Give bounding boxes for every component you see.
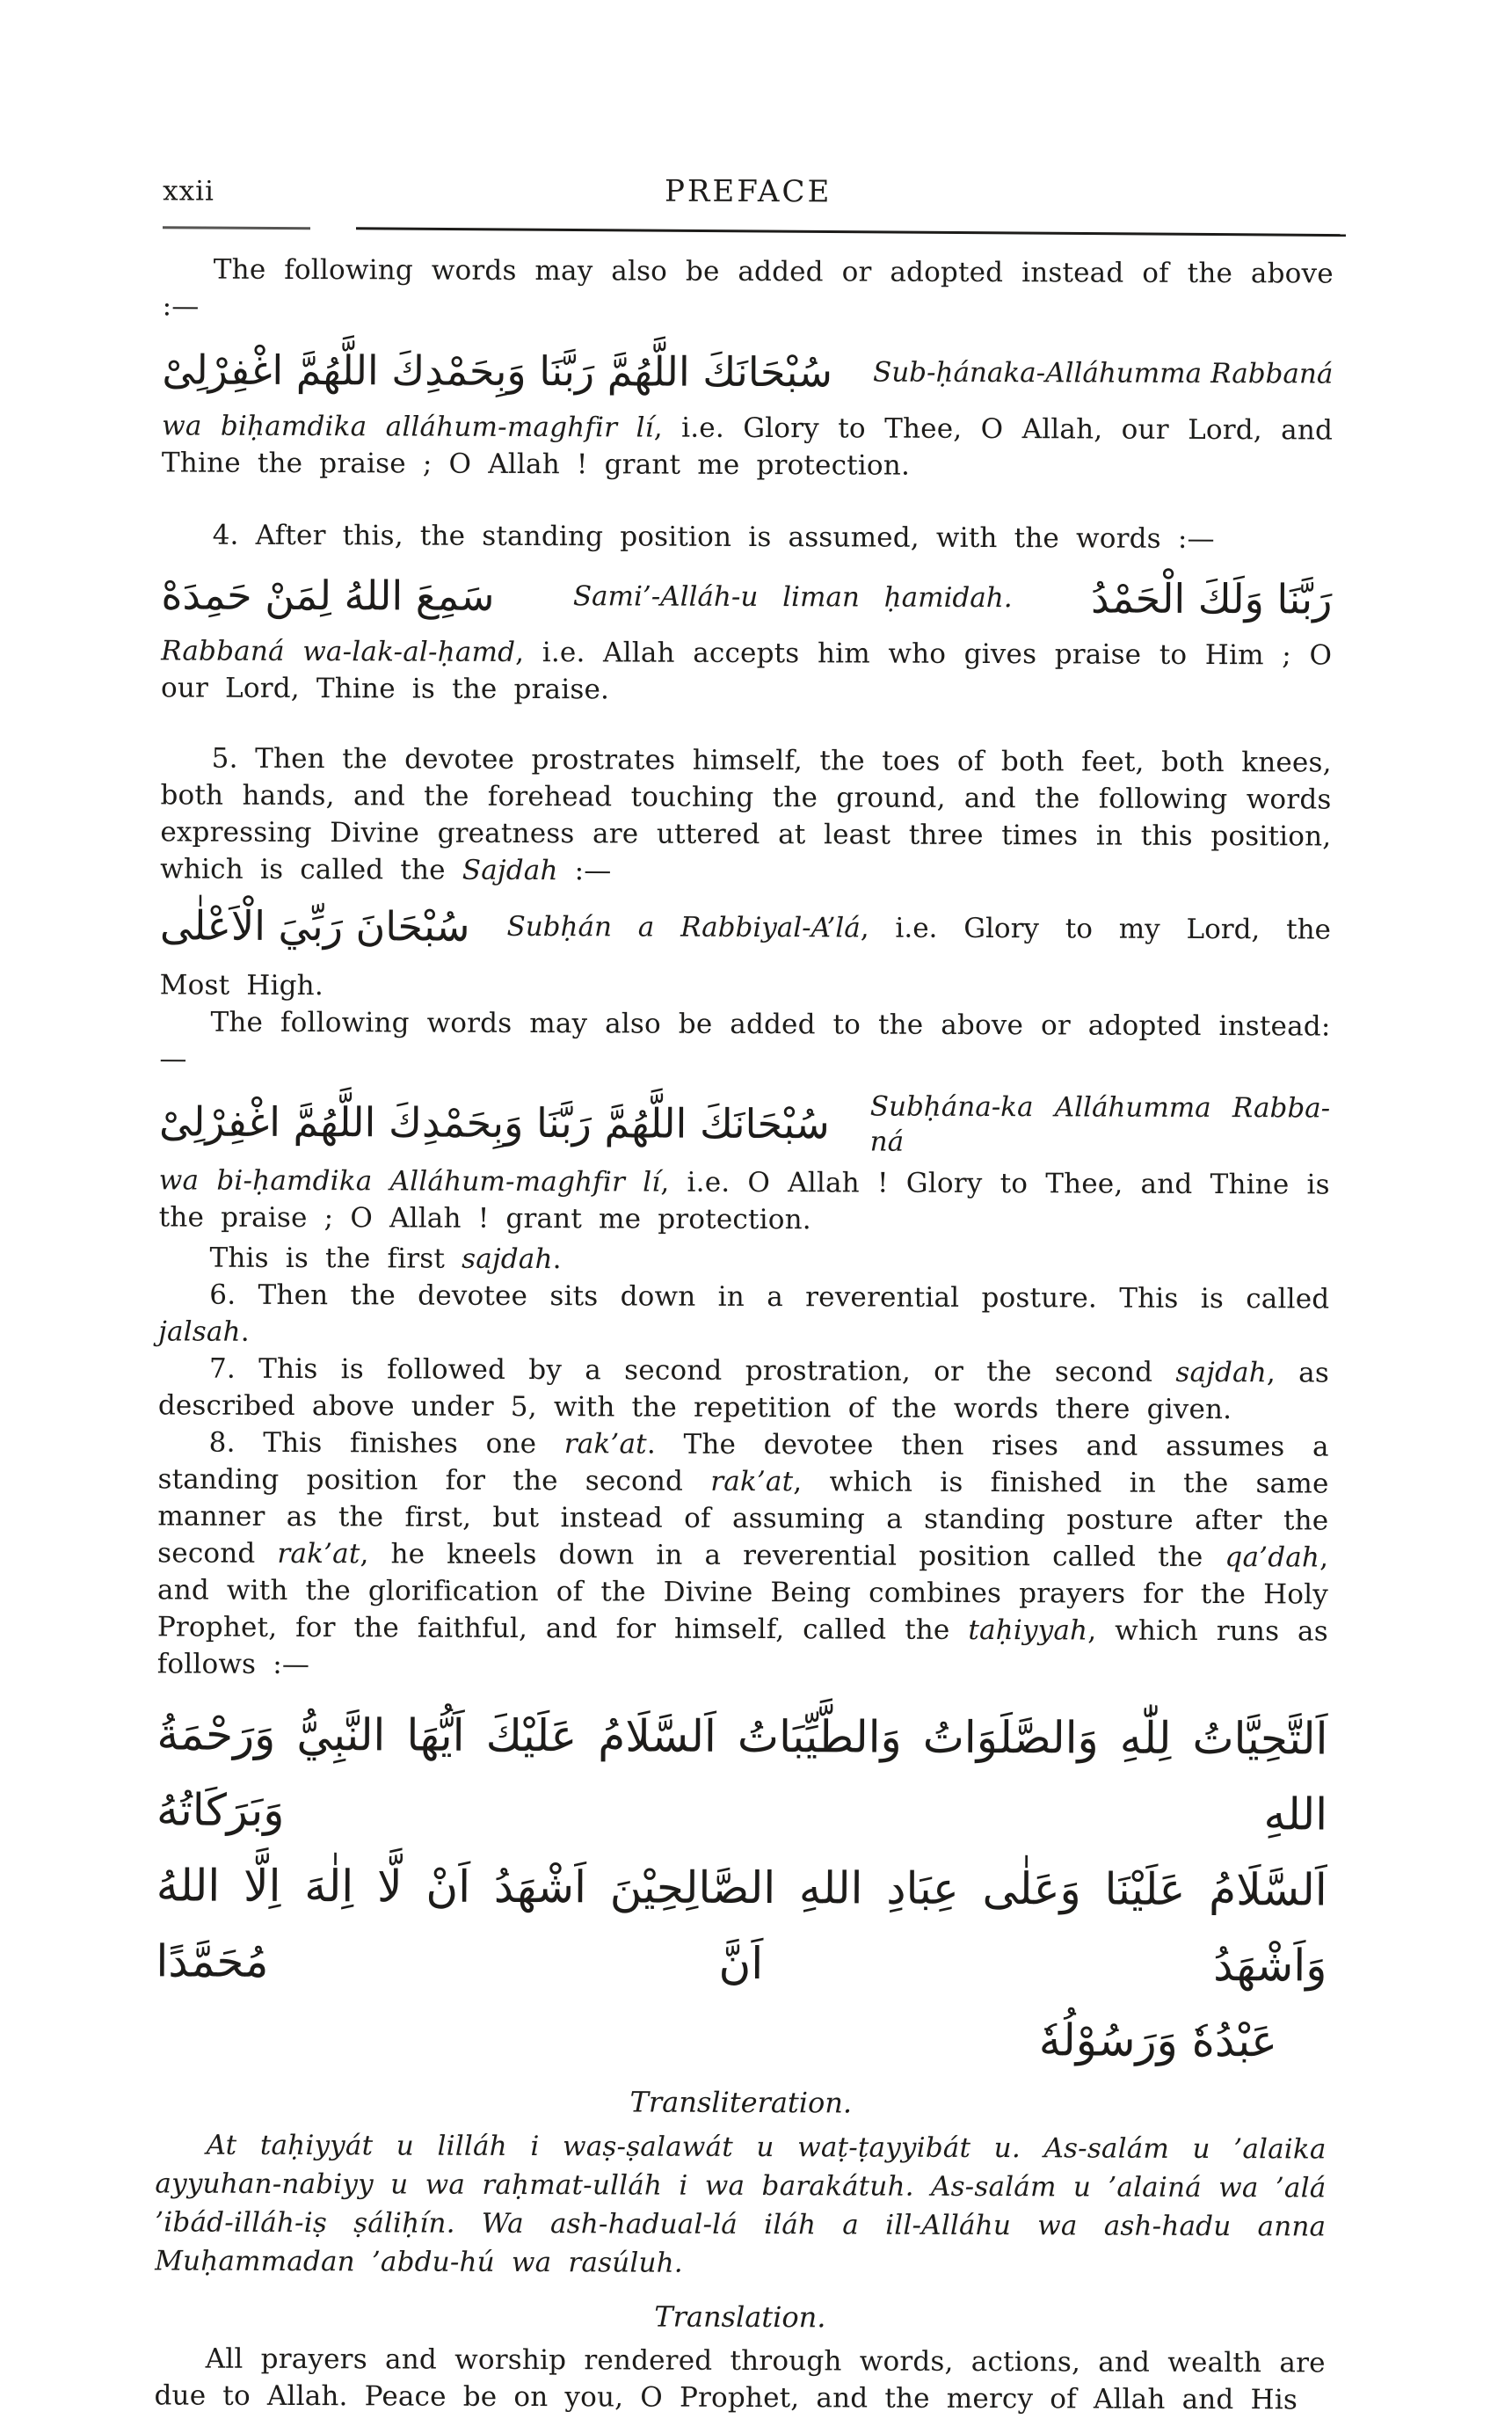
arabic-tahiyyat-line-1: اَلتَّحِيَّاتُ لِلّٰهِ وَالصَّلَوَاتُ وَالطَّيِّبَاتُ اَلسَّلَامُ عَلَيْكَ اَيُّهَا النَّبِيُّ وَرَحْمَةُ اللهِ وَبَرَكَاتُهُ <box>156 1696 1328 1852</box>
transliteration-heading: Transliteration. <box>156 2081 1327 2123</box>
arabic-text-right: رَبَّنَا وَلَكَ الْحَمْدُ <box>1091 565 1333 631</box>
paragraph-intro: The following words may also be added or adopted instead of the above :— <box>163 251 1334 329</box>
arabic-line-sami-allah <box>161 562 1332 631</box>
paragraph-item-7: 7. This is followed by a second prostration, or the second sajdah, as described above under 5, with the repetition of the words there given. <box>158 1350 1329 1428</box>
paragraph-first-sajdah: This is the first sajdah. <box>158 1239 1329 1280</box>
paragraph-rabbana-walak: Rabbaná wa-lak-al-ḥamd, i.e. Allah accepts him who gives praise to Him ; O our Lord, Thine is the praise. <box>161 632 1332 710</box>
arabic-line-subhanaka-2 <box>159 1086 1330 1161</box>
paragraph-item-4: 4. After this, the standing position is assumed, with the words :— <box>162 516 1333 557</box>
arabic-block-tahiyyat <box>156 1696 1328 2079</box>
paragraph-item-5: 5. Then the devotee prostrates himself, the toes of both feet, both knees, both hands, and the forehead touching the ground, and the following words expressing Divine greatness are uttered at least three times in this position, which is called the Sajdah :— <box>160 740 1332 892</box>
arabic-tahiyyat-line-2: اَلسَّلَامُ عَلَيْنَا وَعَلٰى عِبَادِ اللهِ الصَّالِحِيْنَ اَشْهَدُ اَنْ لَّا اِلٰهَ اِلَّا اللهُ وَاَشْهَدُ اَنَّ مُحَمَّدًا <box>156 1847 1327 2003</box>
paragraph-most-high: Most High. <box>160 966 1331 1008</box>
arabic-tahiyyat-line-3: عَبْدُهٗ وَرَسُوْلُهٗ <box>156 1999 1327 2079</box>
transliteration-paragraph: At taḥiyyát u lilláh i waṣ-ṣalawát u waṭ-ṭayyibát u. As-salám u ’alaika ayyuhan-nabiyy u wa raḥmat-ulláh i wa barakátuh. As-salám u ’alainá wa ’alá ’ibád-illáh-iṣ ṣáliḥín. Wa ash-hadual-lá iláh a ill-Alláhu wa ash-hadu anna Muḥammadan ’abdu-hú wa rasúluh. <box>155 2125 1327 2284</box>
transliteration-caption: Subḥán a Rabbiyal-A’lá, i.e. Glory to my Lord, the <box>469 909 1331 948</box>
page-number: xxii <box>163 175 214 207</box>
arabic-line-subhanaka-1 <box>162 337 1333 406</box>
paragraph-item-6: 6. Then the devotee sits down in a reverential posture. This is called jalsah. <box>158 1276 1329 1354</box>
arabic-line-subhan-rabbi <box>160 893 1331 962</box>
header-rule-left-segment <box>163 226 310 230</box>
header-rule <box>163 224 1334 234</box>
paragraph-glory-o-allah: wa bi-ḥamdika Alláhum-maghfir lí, i.e. O Allah ! Glory to Thee, and Thine is the praise ; O Allah ! grant me protection. <box>159 1162 1330 1240</box>
header-rule-right-segment <box>356 227 1346 237</box>
transliteration-caption: Sub-ḥánaka-Alláhumma Rabbaná <box>832 354 1334 391</box>
page-title: PREFACE <box>163 171 1334 211</box>
arabic-text: سُبْحَانَكَ اللَّهُمَّ رَبَّنَا وَبِحَمْدِكَ اللَّهُمَّ اغْفِرْلِىْ <box>159 1089 830 1156</box>
transliteration-caption: Sami’-Alláh-u liman ḥamidah. <box>556 579 1030 616</box>
page-header <box>163 171 1334 215</box>
transliteration-caption: Subḥána-ka Alláhumma Rabba-ná <box>830 1089 1331 1161</box>
arabic-text: سُبْحَانَ رَبِّيَ الْاَعْلٰى <box>160 893 470 958</box>
translation-heading: Translation. <box>155 2296 1326 2337</box>
paragraph-following-words-2: The following words may also be added to the above or adopted instead:— <box>159 1003 1330 1082</box>
translation-paragraph: All prayers and worship rendered through words, actions, and wealth are due to Allah. Peace be on you, O Prophet, and the mercy of Allah and His <box>154 2340 1325 2418</box>
arabic-text: سُبْحَانَكَ اللَّهُمَّ رَبَّنَا وَبِحَمْدِكَ اللَّهُمَّ اغْفِرْلِىْ <box>162 337 832 404</box>
arabic-text-left: سَمِعَ اللهُ لِمَنْ حَمِدَهْ <box>161 562 494 628</box>
paragraph-item-8: 8. This finishes one rak’at. The devotee then rises and assumes a standing position for the second rak’at, which is finished in the same manner as the first, but instead of assuming a standing posture after the second rak’at, he kneels down in a reverential position called the qa’dah, and with the glorification of the Divine Being combines prayers for the Holy Prophet, for the faithful, and for himself, called the taḥiyyah, which runs as follows :— <box>157 1424 1329 1687</box>
paragraph-glory-to-thee: wa biḥamdika alláhum-maghfir lí, i.e. Glory to Thee, O Allah, our Lord, and Thine the praise ; O Allah ! grant me protection. <box>162 407 1333 485</box>
